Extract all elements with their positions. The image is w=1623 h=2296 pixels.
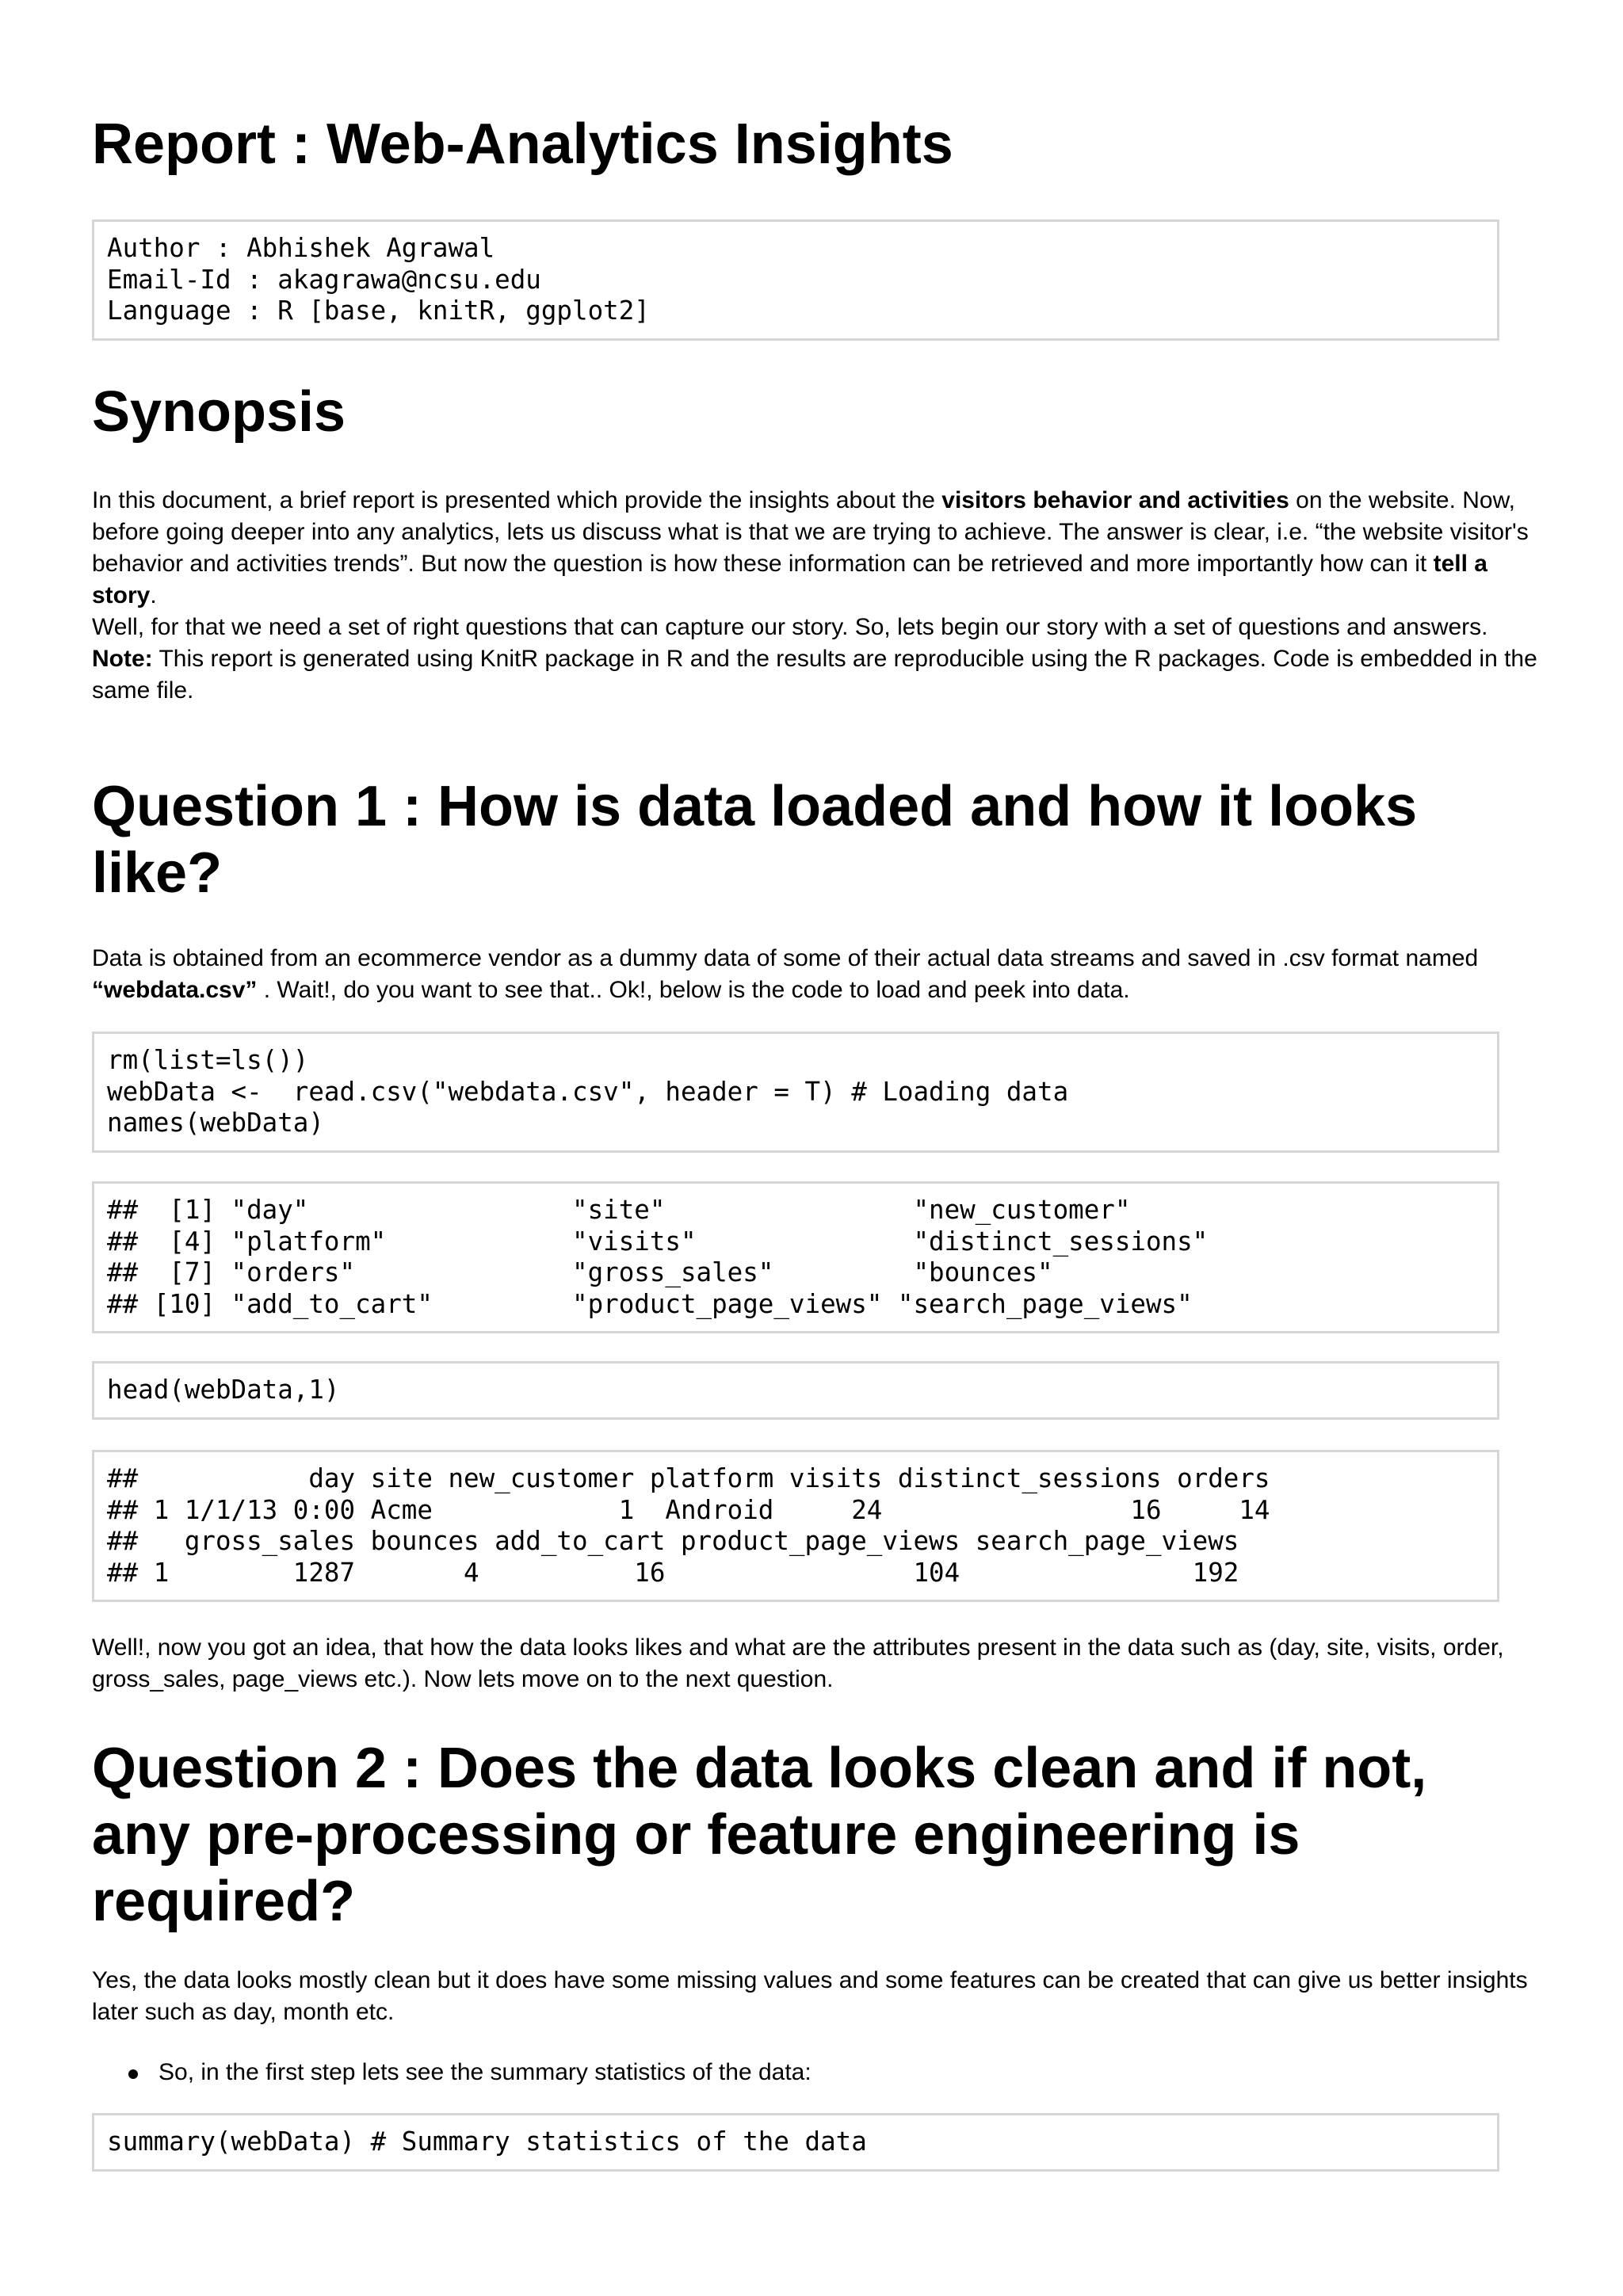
q2-intro-paragraph: Yes, the data looks mostly clean but it does have some missing values and some features can be created that can give us better insights later such as day, month etc. xyxy=(92,1967,1528,2025)
output-block-head xyxy=(92,1450,1499,1602)
note-label: Note: xyxy=(92,646,153,672)
author-info-text xyxy=(107,233,1484,327)
code-summary: summary(webData) # Summary statistics of the data xyxy=(107,2126,867,2157)
code-block-load-data xyxy=(92,1032,1499,1153)
q1-text-1: Data is obtained from an ecommerce vendor as a dummy data of some of their actual data streams and saved in .csv format named xyxy=(92,945,1479,971)
q2-bullet-list xyxy=(92,2057,1518,2088)
synopsis-heading: Synopsis xyxy=(92,380,346,444)
q1-intro-paragraph xyxy=(92,943,1550,1006)
q1-conclusion-paragraph: Well!, now you got an idea, that how the data looks likes and what are the attributes present in the data such as (day, site, visits, order, gross_sales, page_views etc.). Now lets move on to the next question. xyxy=(92,1634,1504,1692)
language-line: Language : R [base, knitR, ggplot2] xyxy=(107,296,650,326)
code-head: head(webData,1) xyxy=(107,1375,340,1405)
synopsis-text-2: on the website. Now, before going deeper into any analytics, lets us discuss what is that we are trying to achieve. The answer is clear, i.e. “the website visitor's behavior and activities trends”. But now the question is how these information can be retrieved and more importantly how can it xyxy=(92,487,1529,577)
question-2-heading: Question 2 : Does the data looks clean and if not, any pre-processing or feature engineering is required? xyxy=(92,1737,1427,1933)
output-names: ## [1] "day" "site" "new_customer" ## [4] "platform" "visits" "distinct_sessions" ## [7] "orders" "gross_sales" "bounces" ## [10] "add_to_cart" "product_page_views" "search_page_views" xyxy=(107,1195,1209,1319)
code-load-data: rm(list=ls()) webData <- read.csv("webdata.csv", header = T) # Loading data names(webData) xyxy=(107,1045,1069,1138)
synopsis-paragraph xyxy=(92,485,1550,707)
note-text: This report is generated using KnitR package in R and the results are reproducible using the R packages. Code is embedded in the same file. xyxy=(92,646,1537,704)
list-item xyxy=(92,2057,1518,2088)
code-block-summary xyxy=(92,2113,1499,2172)
bullet-text: So, in the first step lets see the summary statistics of the data: xyxy=(158,2059,812,2085)
synopsis-text-4: Well, for that we need a set of right questions that can capture our story. So, lets begin our story with a set of questions and answers. xyxy=(92,614,1488,640)
question-1-heading: Question 1 : How is data loaded and how it looks like? xyxy=(92,775,1418,905)
q1-filename: “webdata.csv” xyxy=(92,977,258,1003)
author-line: Author : Abhishek Agrawal xyxy=(107,233,495,263)
author-info-box xyxy=(92,219,1499,341)
synopsis-text-1: In this document, a brief report is presented which provide the insights about the xyxy=(92,487,942,513)
synopsis-text-3: . xyxy=(150,582,157,608)
synopsis-bold-2: tell a story xyxy=(92,551,1487,608)
bullet-dot-icon xyxy=(128,2069,138,2079)
output-block-names xyxy=(92,1181,1499,1333)
output-head: ## day site new_customer platform visits distinct_sessions orders ## 1 1/1/13 0:00 Acme 1 Android 24 16 14 ## gross_sales bounces add_to_cart product_page_views search_page_views ## 1 1287 4 16 104 192 xyxy=(107,1463,1270,1588)
synopsis-bold-1: visitors behavior and activities xyxy=(941,487,1289,513)
code-block-head xyxy=(92,1361,1499,1420)
q1-text-2: . Wait!, do you want to see that.. Ok!, below is the code to load and peek into data. xyxy=(257,977,1130,1003)
page-title: Report : Web-Analytics Insights xyxy=(92,113,953,176)
email-line: Email-Id : akagrawa@ncsu.edu xyxy=(107,264,541,295)
